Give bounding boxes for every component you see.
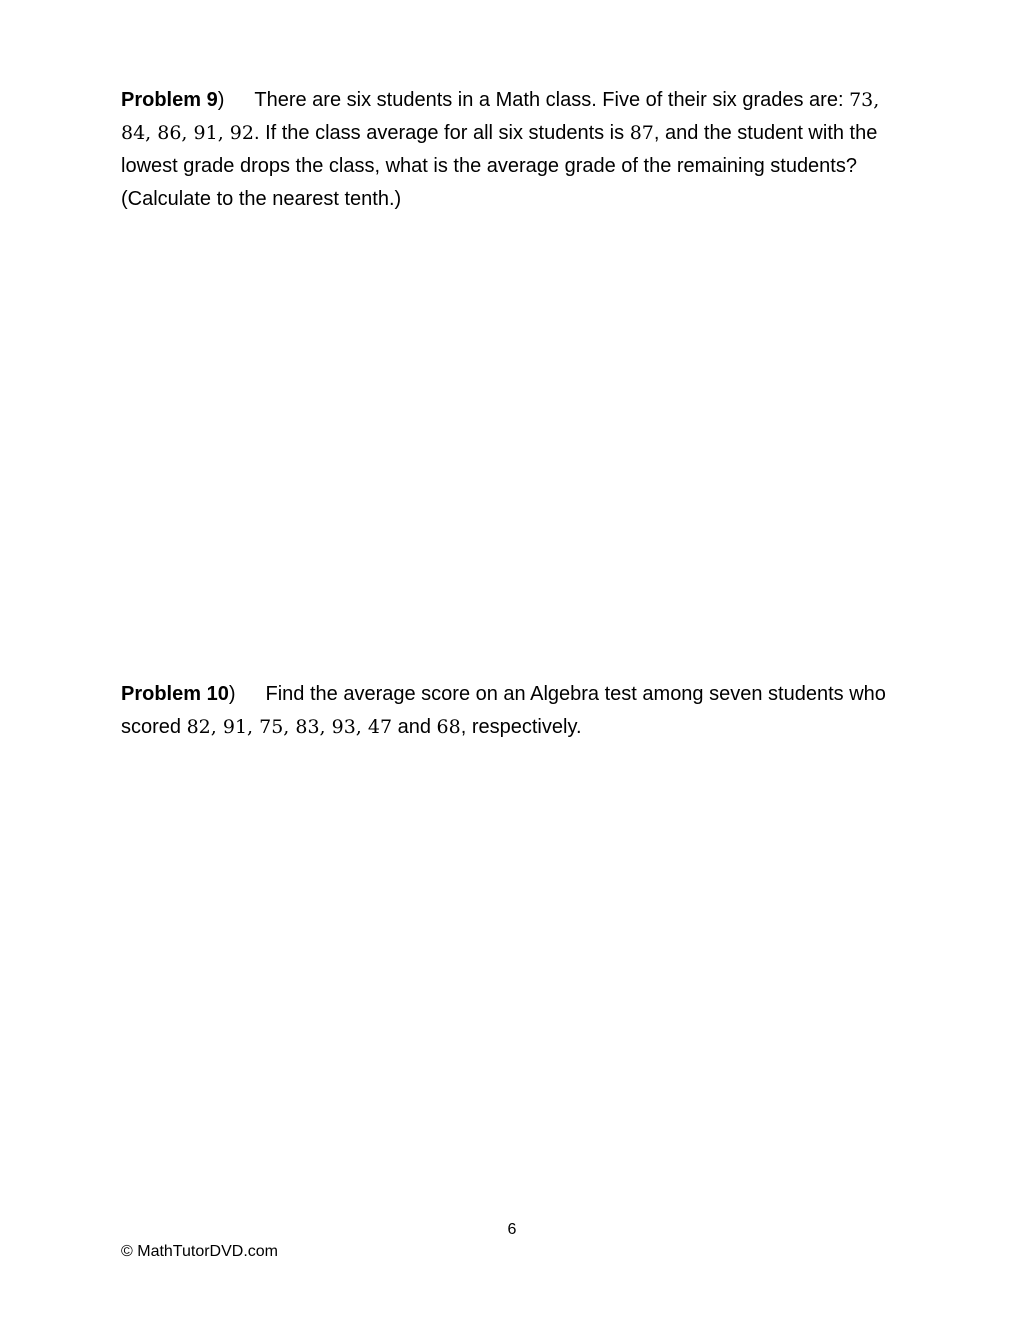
problem-9-grades: 73, 84, 86, 91, 92 [121,89,880,144]
problem-9-text-2: . If the class average for all six students is [253,122,630,144]
problem-10-text-1: Find the average score on an Algebra test among seven students who scored [121,683,886,738]
problem-10-text-3: , respectively. [460,716,582,738]
problem-9-paren: ) [217,89,225,111]
problem-9-text-3: , and the student with the lowest grade drops the class, what is the average grade of the remaining students? (Calculate to the nearest tenth.) [121,122,878,210]
problem-10-label: Problem 10 [121,683,229,705]
problem-9-average: 87 [629,122,654,144]
copyright-notice: © MathTutorDVD.com [121,1243,279,1260]
problem-10 [121,678,911,744]
page-number: 6 [507,1221,517,1238]
problem-9-label: Problem 9 [121,89,218,111]
problem-10-text-2: and [392,716,437,738]
problem-9-text-1: There are six students in a Math class. Five of their six grades are: [254,89,850,111]
problem-10-paren: ) [228,683,236,705]
problem-10-scores: 82, 91, 75, 83, 93, 47 [186,716,393,738]
problem-9 [121,84,911,216]
problem-10-last-score: 68 [436,716,461,738]
